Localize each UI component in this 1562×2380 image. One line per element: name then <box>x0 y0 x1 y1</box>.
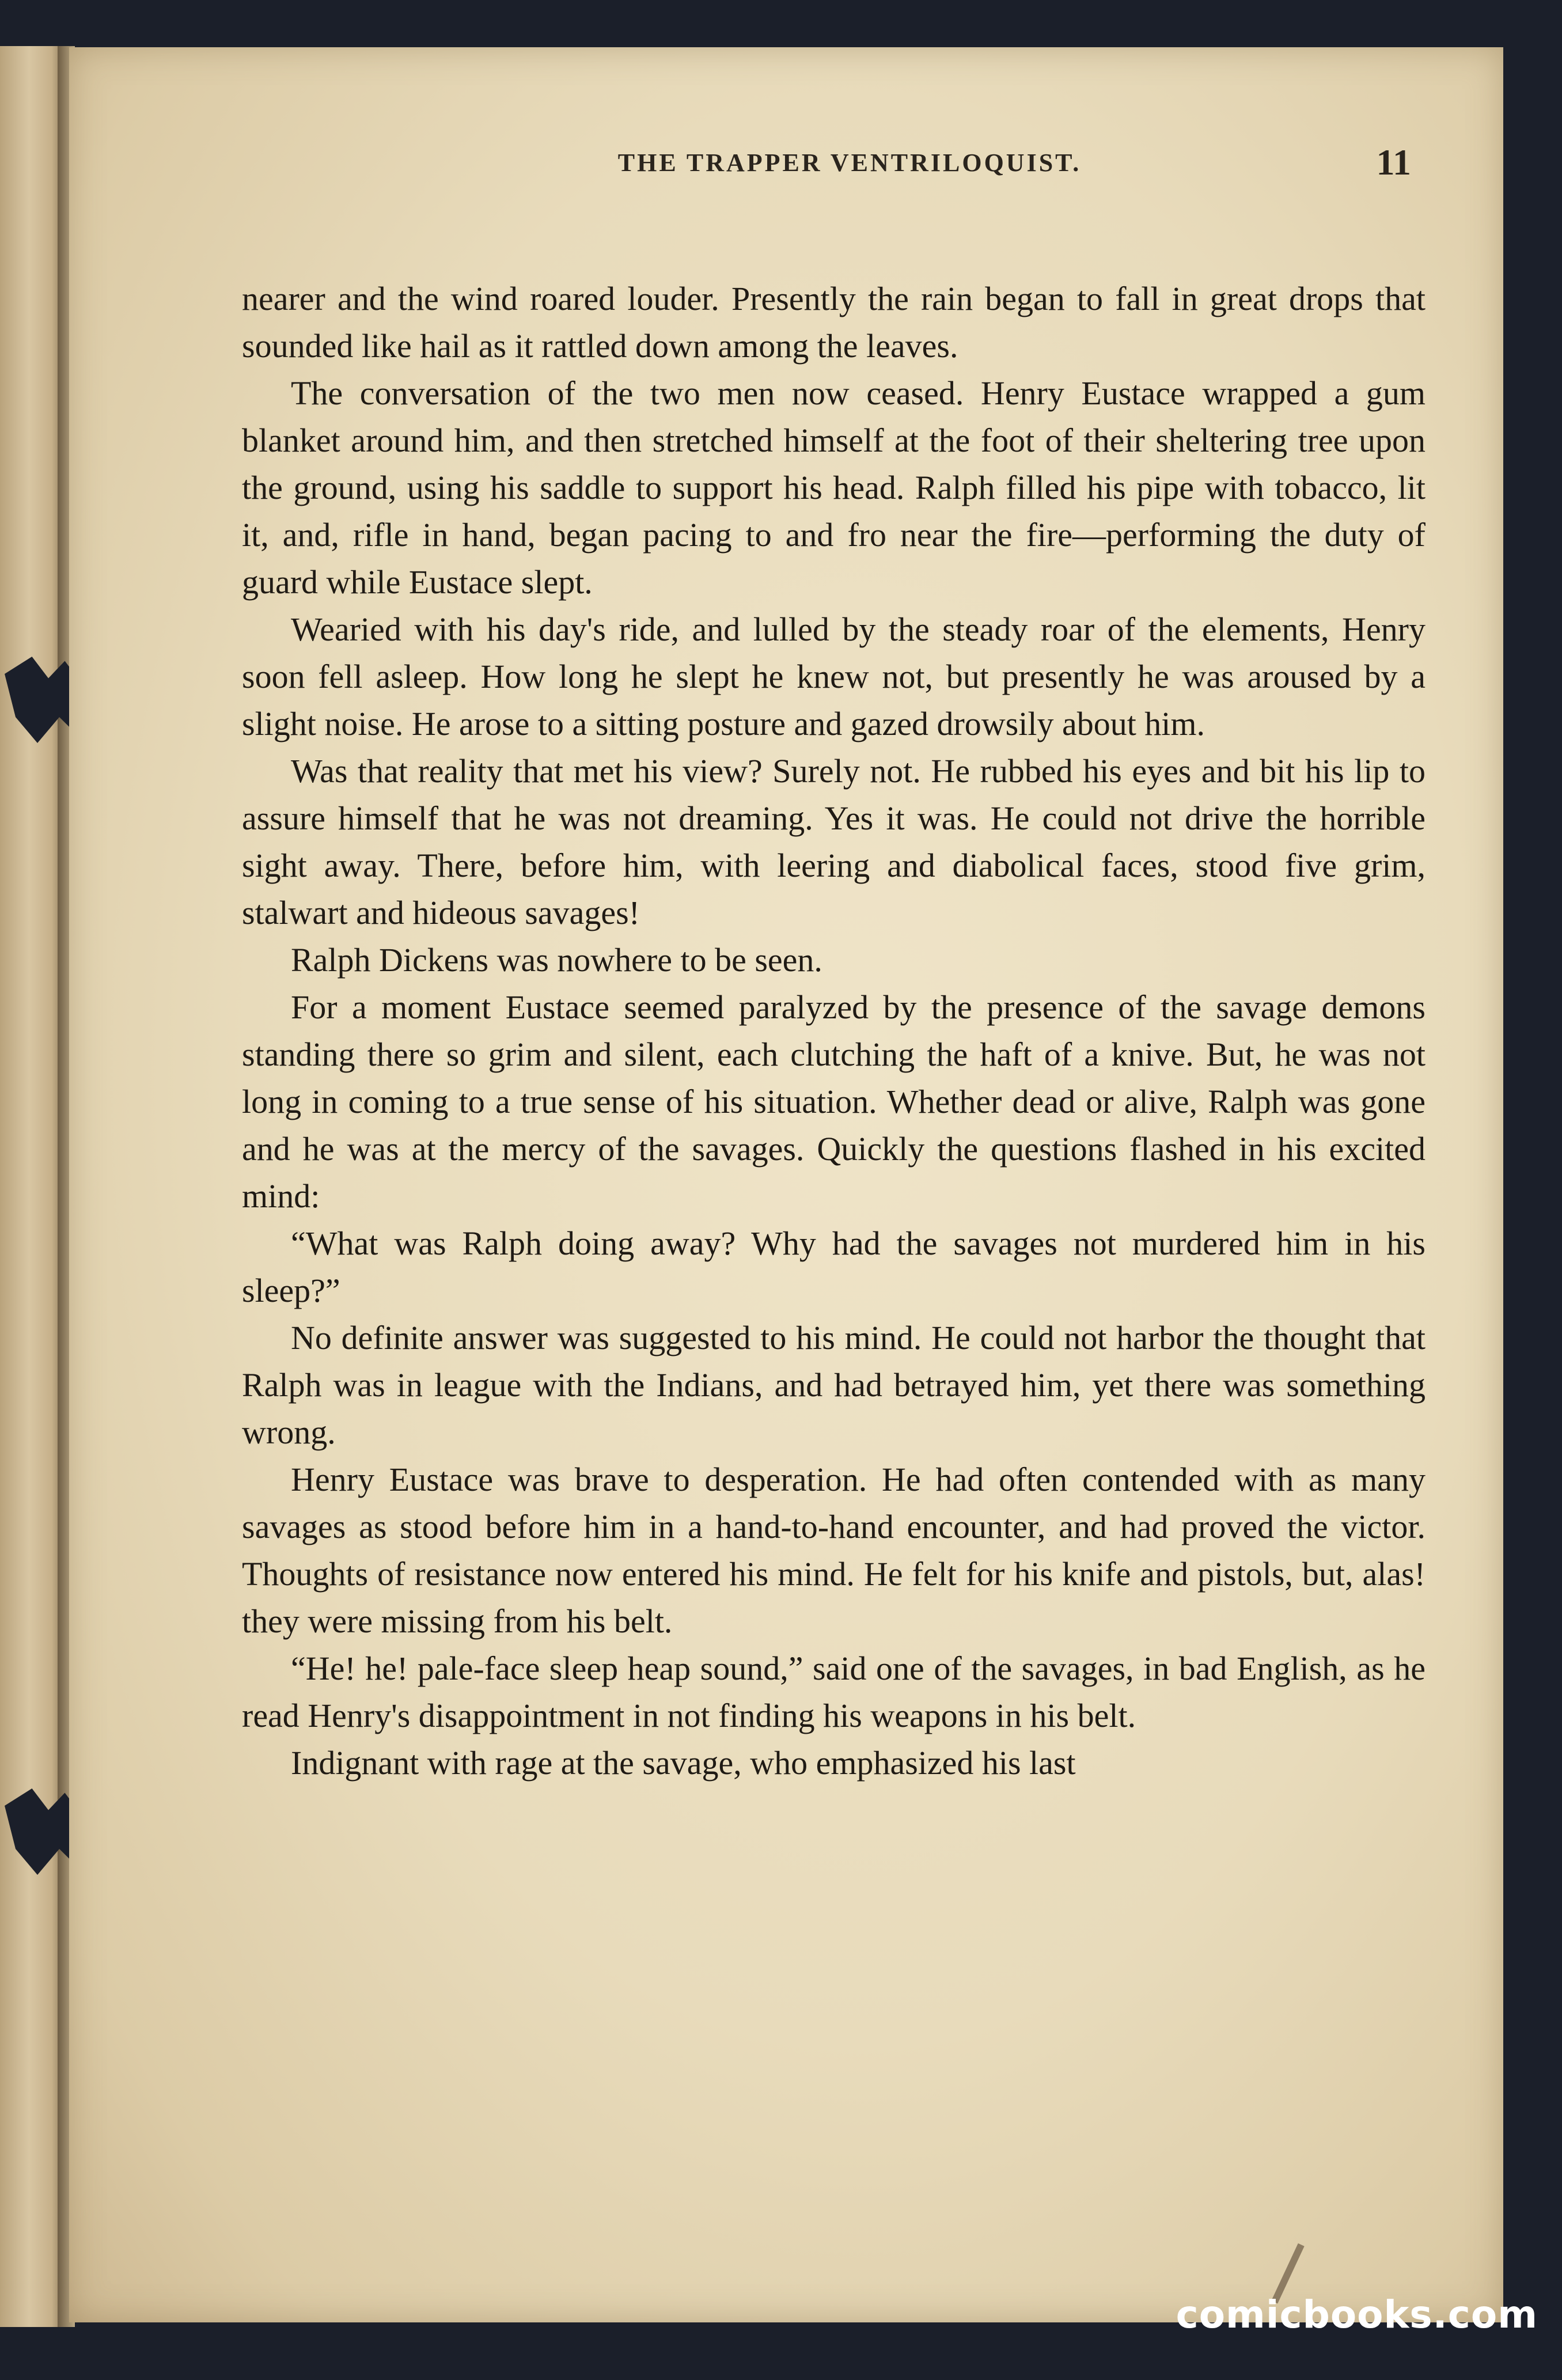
book-page <box>69 47 1503 2322</box>
body-text <box>242 275 1425 1787</box>
paragraph: Ralph Dickens was nowhere to be seen. <box>291 941 822 979</box>
running-head <box>69 142 1503 194</box>
running-head-title: THE TRAPPER VENTRILOQUIST. <box>617 149 1082 177</box>
page-number: 11 <box>1376 142 1411 183</box>
paragraph: Henry Eustace was brave to desperation. He had often contended with as many savages as stood before him in a hand-to-hand encounter, and had proved the victor. Thoughts of resistance now entered his mind. He felt for his knife and pistols, but, alas! they were missing from his belt. <box>242 1461 1425 1640</box>
paragraph: No definite answer was suggested to his mind. He could not harbor the thought that Ralph was in league with the Indians, and had betrayed him, yet there was something wrong. <box>242 1319 1425 1451</box>
paragraph: Was that reality that met his view? Surely not. He rubbed his eyes and bit his lip to assure himself that he was not dreaming. Yes it was. He could not drive the horrible sight away. There, before him, with leering and diabolical faces, stood five grim, stalwart and hideous savages! <box>242 752 1425 931</box>
paragraph: Wearied with his day's ride, and lulled by the steady roar of the elements, Henry soon fell asleep. How long he slept he knew not, but presently he was aroused by a slight noise. He arose to a sitting posture and gazed drowsily about him. <box>242 611 1425 742</box>
paragraph: For a moment Eustace seemed paralyzed by the presence of the savage demons standing there so grim and silent, each clutching the haft of a knive. But, he was not long in coming to a true sense of his situation. Whether dead or alive, Ralph was gone and he was at the mercy of the savages. Quickly the questions flashed in his excited mind: <box>242 988 1425 1215</box>
left-page-edge <box>0 46 65 2327</box>
paragraph: “He! he! pale-face sleep heap sound,” said one of the savages, in bad English, as he read Henry's disappointment in not finding his weapons in his belt. <box>242 1650 1425 1734</box>
site-watermark: comicbooks.com <box>1176 2292 1538 2337</box>
paragraph: nearer and the wind roared louder. Presently the rain began to fall in great drops that sounded like hail as it rattled down among the leaves. <box>242 280 1425 365</box>
paragraph: The conversation of the two men now ceased. Henry Eustace wrapped a gum blanket around him, and then stretched himself at the foot of their sheltering tree upon the ground, using his saddle to support his head. Ralph filled his pipe with tobacco, lit it, and, rifle in hand, began pacing to and fro near the fire—performing the duty of guard while Eustace slept. <box>242 374 1425 601</box>
paragraph: Indignant with rage at the savage, who emphasized his last <box>291 1744 1076 1782</box>
paragraph: “What was Ralph doing away? Why had the savages not murdered him in his sleep?” <box>242 1225 1425 1309</box>
